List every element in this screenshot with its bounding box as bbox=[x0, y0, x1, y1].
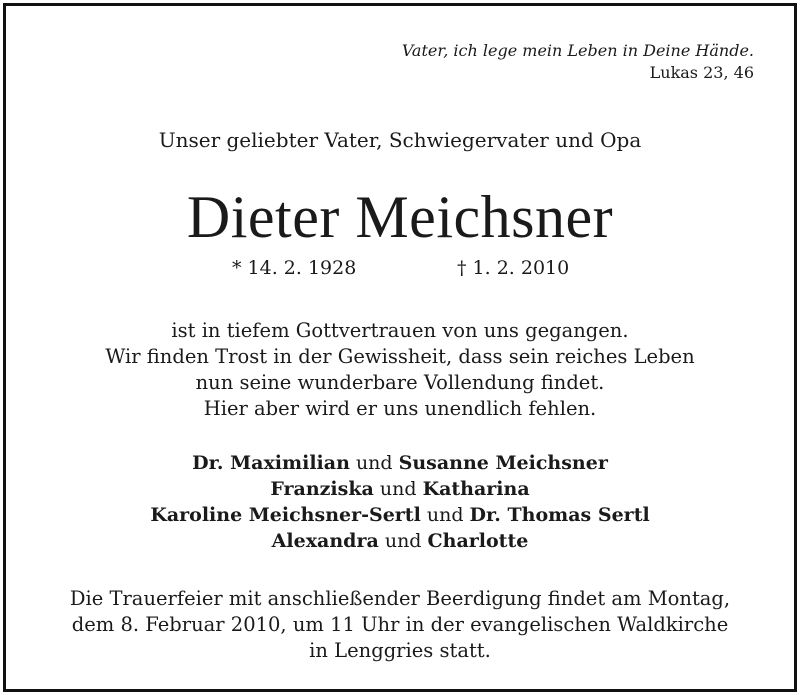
conjunction: und bbox=[384, 530, 422, 552]
death-date: † 1. 2. 2010 bbox=[457, 257, 570, 279]
intro-line: Unser geliebter Vater, Schwiegervater und Opa bbox=[158, 128, 642, 152]
conjunction: und bbox=[379, 478, 417, 500]
memorial-text-line: ist in tiefem Gottvertrauen von uns gegangen. bbox=[171, 319, 629, 342]
conjunction: und bbox=[355, 452, 393, 474]
verse-text: Vater, ich lege mein Leben in Deine Hände. bbox=[401, 41, 754, 60]
conjunction: und bbox=[426, 504, 464, 526]
family-line bbox=[6, 450, 794, 476]
funeral-info bbox=[6, 586, 794, 664]
deceased-name: Dieter Meichsner bbox=[186, 184, 614, 250]
memorial-text-line: Wir finden Trost in der Gewissheit, dass sein reiches Leben bbox=[105, 345, 695, 368]
funeral-info-line: dem 8. Februar 2010, um 11 Uhr in der evangelischen Waldkirche bbox=[71, 613, 729, 636]
obituary-notice bbox=[3, 3, 797, 692]
family-name: Dr. Maximilian bbox=[192, 452, 350, 474]
family-name: Dr. Thomas Sertl bbox=[469, 504, 650, 526]
funeral-info-line: in Lenggries statt. bbox=[309, 639, 491, 662]
family-name: Susanne Meichsner bbox=[398, 452, 608, 474]
family-name: Alexandra bbox=[271, 530, 379, 552]
family-line bbox=[6, 528, 794, 554]
birth-date: * 14. 2. 1928 bbox=[232, 257, 357, 279]
family-name: Karoline Meichsner-Sertl bbox=[150, 504, 421, 526]
family-line bbox=[6, 502, 794, 528]
funeral-info-line: Die Trauerfeier mit anschließender Beerdigung findet am Montag, bbox=[69, 587, 731, 610]
verse-reference: Lukas 23, 46 bbox=[649, 63, 754, 82]
family-line bbox=[6, 476, 794, 502]
family-name: Katharina bbox=[422, 478, 530, 500]
family-name: Franziska bbox=[270, 478, 374, 500]
memorial-text bbox=[6, 318, 794, 422]
bible-verse bbox=[402, 40, 754, 84]
memorial-text-line: nun seine wunderbare Vollendung findet. bbox=[195, 371, 605, 394]
family-signatures bbox=[6, 450, 794, 554]
family-name: Charlotte bbox=[427, 530, 529, 552]
memorial-text-line: Hier aber wird er uns unendlich fehlen. bbox=[203, 397, 597, 420]
